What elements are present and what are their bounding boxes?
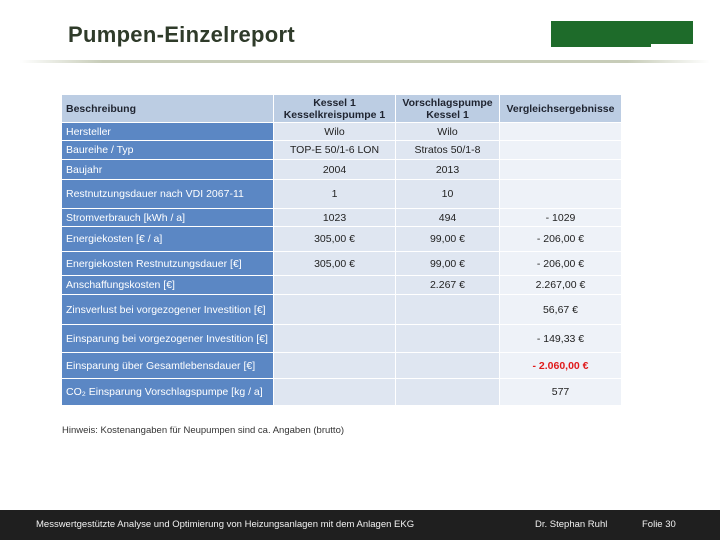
header-vergleich: Vergleichsergebnisse (500, 95, 622, 123)
cell-vorschlag: 2013 (396, 160, 500, 180)
table-row (62, 276, 622, 295)
cell-vorschlag: 494 (396, 209, 500, 227)
cell-kessel (274, 353, 396, 379)
cell-vergleich: 577 (500, 379, 622, 406)
cell-vergleich: - 206,00 € (500, 227, 622, 252)
cell-vergleich (500, 141, 622, 160)
row-label: Anschaffungskosten [€] (62, 276, 274, 295)
row-label: Baureihe / Typ (62, 141, 274, 160)
slide-title: Pumpen-Einzelreport (68, 22, 295, 47)
cell-vergleich: 2.267,00 € (500, 276, 622, 295)
logo-notch (651, 44, 693, 50)
row-label: Hersteller (62, 123, 274, 141)
table-row (62, 160, 622, 180)
table-row (62, 141, 622, 160)
cell-kessel (274, 379, 396, 406)
footer-title: Messwertgestützte Analyse und Optimierung von Heizungsanlagen mit dem Anlagen EKG (36, 519, 415, 530)
cell-vorschlag (396, 325, 500, 353)
cell-kessel: 305,00 € (274, 227, 396, 252)
header-vorschlag-text: Vorschlagspumpe Kessel 1 (402, 96, 493, 121)
cell-vergleich: - 149,33 € (500, 325, 622, 353)
cell-vorschlag: 99,00 € (396, 252, 500, 276)
table-row (62, 180, 622, 209)
cell-vergleich (500, 123, 622, 141)
cell-vergleich (500, 160, 622, 180)
row-label: Einsparung über Gesamtlebensdauer [€] (62, 353, 274, 379)
cell-vorschlag (396, 379, 500, 406)
table-row (62, 252, 622, 276)
row-label: Energiekosten [€ / a] (62, 227, 274, 252)
header-beschreibung: Beschreibung (62, 95, 274, 123)
cell-vorschlag: Stratos 50/1-8 (396, 141, 500, 160)
table-row (62, 209, 622, 227)
footer-author: Dr. Stephan Ruhl (535, 519, 608, 530)
cell-vorschlag (396, 353, 500, 379)
cell-vorschlag (396, 295, 500, 325)
header-kessel (274, 95, 396, 123)
cell-vorschlag: 10 (396, 180, 500, 209)
cell-kessel: TOP-E 50/1-6 LON (274, 141, 396, 160)
cell-vorschlag: Wilo (396, 123, 500, 141)
table-header-row (62, 95, 622, 123)
cell-kessel: 1023 (274, 209, 396, 227)
cell-vorschlag: 2.267 € (396, 276, 500, 295)
header-vorschlag (396, 95, 500, 123)
cell-kessel: 1 (274, 180, 396, 209)
table-row (62, 295, 622, 325)
cell-vergleich: - 1029 (500, 209, 622, 227)
cell-kessel (274, 325, 396, 353)
pump-report-table (61, 94, 622, 406)
row-label: Energiekosten Restnutzungsdauer [€] (62, 252, 274, 276)
cell-vergleich: - 206,00 € (500, 252, 622, 276)
cell-kessel: 305,00 € (274, 252, 396, 276)
cell-vergleich (500, 180, 622, 209)
footer-page-number: Folie 30 (642, 519, 676, 530)
footer-bar (0, 510, 720, 540)
row-label: Baujahr (62, 160, 274, 180)
title-divider (20, 60, 710, 63)
row-label: Stromverbrauch [kWh / a] (62, 209, 274, 227)
row-label: CO₂ Einsparung Vorschlagspumpe [kg / a] (62, 379, 274, 406)
cell-vorschlag: 99,00 € (396, 227, 500, 252)
cell-kessel (274, 276, 396, 295)
cell-kessel: 2004 (274, 160, 396, 180)
header-kessel-text: Kessel 1 Kesselkreispumpe 1 (283, 96, 386, 121)
table-row (62, 123, 622, 141)
table-row (62, 353, 622, 379)
cost-note: Hinweis: Kostenangaben für Neupumpen sind ca. Angaben (brutto) (62, 425, 345, 436)
table-row (62, 379, 622, 406)
cell-vergleich: 56,67 € (500, 295, 622, 325)
table-row (62, 227, 622, 252)
row-label: Restnutzungsdauer nach VDI 2067-11 (62, 180, 274, 209)
table-row (62, 325, 622, 353)
row-label: Zinsverlust bei vorgezogener Investition [€] (62, 295, 274, 325)
row-label: Einsparung bei vorgezogener Investition [€] (62, 325, 274, 353)
cell-vergleich-highlight: - 2.060,00 € (500, 353, 622, 379)
cell-kessel: Wilo (274, 123, 396, 141)
cell-kessel (274, 295, 396, 325)
